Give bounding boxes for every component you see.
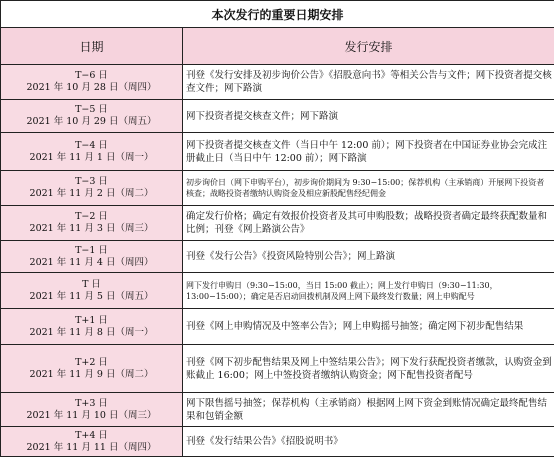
table-row (1, 427, 554, 457)
table-row (1, 393, 554, 427)
arrangement-cell: 网下投资者提交核查文件；网下路演 (183, 100, 554, 133)
date-cell (1, 100, 183, 133)
day-label: T−2 日 (75, 211, 108, 222)
arrangement-cell: 刊登《网下初步配售结果及网上中签结果公告》；网下发行获配投资者缴款，认购资金到账截止 16:00；网上中签投资者缴纳认购资金；网下配售投资者配号 (183, 345, 554, 393)
date-label: 2021 年 10 月 29 日（周五） (26, 116, 157, 127)
day-label: T+1 日 (75, 314, 108, 326)
arrangement-cell: 刊登《网上申购情况及中签率公告》；网上申购摇号抽签；确定网下初步配售结果 (183, 309, 554, 345)
date-label: 2021 年 11 月 10 日（周三） (26, 409, 157, 421)
date-cell (1, 241, 183, 273)
date-label: 2021 年 11 月 3 日（周三） (29, 223, 154, 234)
header-date: 日期 (1, 28, 183, 65)
date-cell (1, 345, 183, 393)
table-row (1, 171, 554, 206)
date-cell (1, 427, 183, 457)
table-title: 本次发行的重要日期安排 (1, 1, 554, 28)
arrangement-cell: 网下投资者提交核查文件（当日中午 12:00 前）；网下投资者在中国证券业协会完成注册截止日（当日中午 12:00 前）；网下路演 (183, 133, 554, 171)
table-row (1, 273, 554, 309)
day-label: T+3 日 (75, 397, 108, 409)
day-label: T−5 日 (75, 104, 108, 115)
arrangement-cell: 初步询价日（网下申购平台），初步询价期间为 9:30−15:00；保荐机构（主承销商）开展网下投资者核查；战略投资者缴纳认购资金及相应新股配售经纪佣金 (183, 171, 554, 206)
date-cell (1, 65, 183, 100)
table-row (1, 309, 554, 345)
date-cell (1, 309, 183, 345)
date-label: 2021 年 11 月 1 日（周一） (29, 151, 154, 163)
date-label: 2021 年 11 月 11 日（周四） (26, 441, 157, 453)
day-label: T+4 日 (75, 429, 108, 441)
date-cell (1, 133, 183, 171)
table-row (1, 345, 554, 393)
arrangement-cell: 确定发行价格；确定有效报价投资者及其可申购股数；战略投资者确定最终获配数量和比例；刊登《网上路演公告》 (183, 206, 554, 241)
title-row (1, 1, 554, 28)
arrangement-cell: 网下限售摇号抽签；保荐机构（主承销商）根据网上网下资金到账情况确定最终配售结果和包销金额 (183, 393, 554, 427)
table-row (1, 133, 554, 171)
header-arrangement: 发行安排 (183, 28, 554, 65)
date-label: 2021 年 11 月 2 日（周二） (29, 188, 154, 199)
date-label: 2021 年 11 月 5 日（周五） (29, 290, 154, 302)
day-label: T−4 日 (75, 139, 108, 151)
table-row (1, 206, 554, 241)
day-label: T−6 日 (75, 70, 108, 81)
date-cell (1, 273, 183, 309)
header-row (1, 28, 554, 65)
day-label: T 日 (82, 278, 101, 290)
date-label: 2021 年 11 月 4 日（周四） (29, 256, 154, 268)
date-label: 2021 年 11 月 8 日（周一） (29, 326, 154, 338)
arrangement-cell: 刊登《发行结果公告》《招股说明书》 (183, 427, 554, 457)
date-label: 2021 年 10 月 28 日（周四） (26, 82, 157, 93)
date-cell (1, 393, 183, 427)
arrangement-cell: 网下发行申购日（9:30−15:00，当日 15:00 截止）；网上发行申购日（9:30−11:30，13:00−15:00）；确定是否启动回拨机制及网上网下最终发行数量；网上申购配号 (183, 273, 554, 309)
table-row (1, 241, 554, 273)
arrangement-cell: 刊登《发行安排及初步询价公告》《招股意向书》等相关公告与文件；网下投资者提交核查文件；网下路演 (183, 65, 554, 100)
day-label: T−3 日 (75, 176, 108, 187)
arrangement-cell: 刊登《发行公告》《投资风险特别公告》；网上路演 (183, 241, 554, 273)
date-label: 2021 年 11 月 9 日（周二） (29, 368, 154, 380)
date-cell (1, 206, 183, 241)
date-cell (1, 171, 183, 206)
day-label: T+2 日 (75, 356, 108, 368)
table-row (1, 65, 554, 100)
table-row (1, 100, 554, 133)
day-label: T−1 日 (75, 244, 108, 256)
